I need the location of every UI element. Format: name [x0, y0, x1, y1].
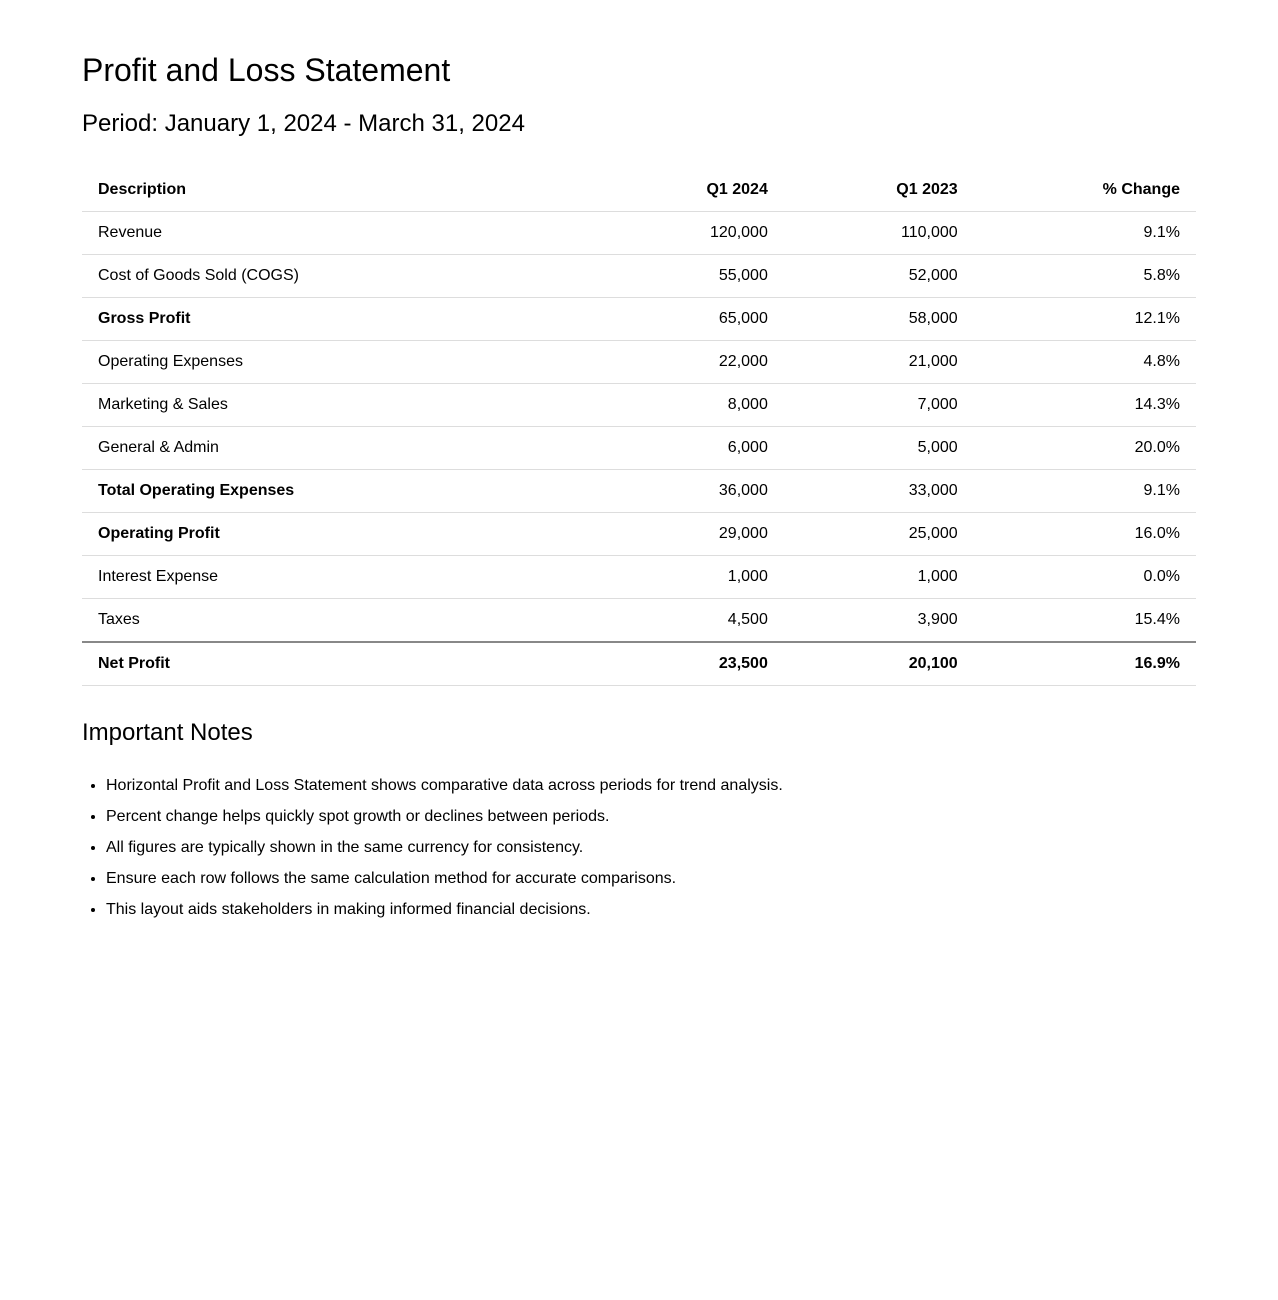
table-row	[82, 556, 1196, 599]
table-row	[82, 341, 1196, 384]
row-q1-2024: 36,000	[594, 470, 784, 513]
row-q1-2024: 1,000	[594, 556, 784, 599]
row-description: Taxes	[82, 599, 594, 643]
row-description: Operating Profit	[82, 513, 594, 556]
table-row	[82, 513, 1196, 556]
row-q1-2024: 55,000	[594, 255, 784, 298]
net-description: Net Profit	[82, 642, 594, 686]
row-change: 9.1%	[974, 470, 1196, 513]
row-description: Operating Expenses	[82, 341, 594, 384]
row-description: Total Operating Expenses	[82, 470, 594, 513]
net-change: 16.9%	[974, 642, 1196, 686]
row-change: 15.4%	[974, 599, 1196, 643]
list-item: • All figures are typically shown in the same currency for consistency.	[106, 838, 783, 857]
row-change: 0.0%	[974, 556, 1196, 599]
row-change: 12.1%	[974, 298, 1196, 341]
row-change: 5.8%	[974, 255, 1196, 298]
row-description: Cost of Goods Sold (COGS)	[82, 255, 594, 298]
row-q1-2023: 58,000	[784, 298, 974, 341]
table-row	[82, 255, 1196, 298]
row-change: 4.8%	[974, 341, 1196, 384]
row-q1-2024: 65,000	[594, 298, 784, 341]
row-q1-2023: 52,000	[784, 255, 974, 298]
page-title: Profit and Loss Statement	[82, 52, 451, 88]
table-row	[82, 599, 1196, 643]
row-description: Interest Expense	[82, 556, 594, 599]
row-q1-2023: 5,000	[784, 427, 974, 470]
notes-heading: Important Notes	[82, 719, 253, 746]
row-q1-2023: 25,000	[784, 513, 974, 556]
table-row	[82, 470, 1196, 513]
row-change: 16.0%	[974, 513, 1196, 556]
notes-list	[82, 776, 783, 931]
row-description: Revenue	[82, 212, 594, 255]
net-profit-row	[82, 642, 1196, 686]
row-change: 14.3%	[974, 384, 1196, 427]
net-q1-2023: 20,100	[784, 642, 974, 686]
column-header-q1-2024: Q1 2024	[594, 169, 784, 212]
row-q1-2023: 21,000	[784, 341, 974, 384]
list-item: • Horizontal Profit and Loss Statement shows comparative data across periods for trend analysis.	[106, 776, 783, 795]
column-header-change: % Change	[974, 169, 1196, 212]
row-q1-2024: 8,000	[594, 384, 784, 427]
table-row	[82, 212, 1196, 255]
row-change: 9.1%	[974, 212, 1196, 255]
list-item: • Percent change helps quickly spot growth or declines between periods.	[106, 807, 783, 826]
row-q1-2024: 4,500	[594, 599, 784, 643]
row-description: General & Admin	[82, 427, 594, 470]
row-q1-2024: 6,000	[594, 427, 784, 470]
row-change: 20.0%	[974, 427, 1196, 470]
table-row	[82, 384, 1196, 427]
table-header-row	[82, 169, 1196, 212]
list-item: • Ensure each row follows the same calculation method for accurate comparisons.	[106, 869, 783, 888]
row-q1-2024: 120,000	[594, 212, 784, 255]
period-subtitle: Period: January 1, 2024 - March 31, 2024	[82, 110, 525, 137]
row-description: Marketing & Sales	[82, 384, 594, 427]
table-row	[82, 298, 1196, 341]
row-q1-2023: 3,900	[784, 599, 974, 643]
list-item: • This layout aids stakeholders in making informed financial decisions.	[106, 900, 783, 919]
column-header-q1-2023: Q1 2023	[784, 169, 974, 212]
row-description: Gross Profit	[82, 298, 594, 341]
row-q1-2023: 110,000	[784, 212, 974, 255]
column-header-description: Description	[82, 169, 594, 212]
row-q1-2024: 22,000	[594, 341, 784, 384]
row-q1-2023: 33,000	[784, 470, 974, 513]
row-q1-2023: 7,000	[784, 384, 974, 427]
net-q1-2024: 23,500	[594, 642, 784, 686]
row-q1-2024: 29,000	[594, 513, 784, 556]
table-row	[82, 427, 1196, 470]
pl-table	[82, 169, 1196, 686]
row-q1-2023: 1,000	[784, 556, 974, 599]
